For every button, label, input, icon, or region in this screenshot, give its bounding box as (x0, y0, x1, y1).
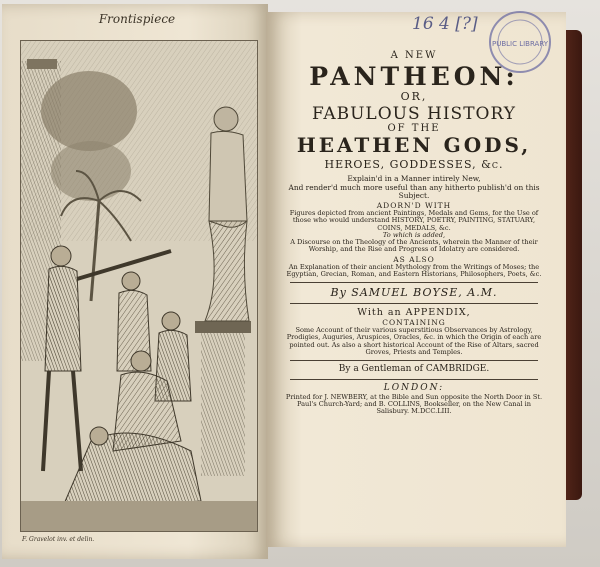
engraving-illustration (21, 41, 257, 531)
title-page-text (272, 28, 556, 416)
appendix-text: Some Account of their various superstitious Observances by Astrology, Prodigies, Auguries, Aruspices, Oracles, &c. in which the Origin of each are pointed out. As also a short historical Account of the Rise of Altars, sacred Groves, Priests and Temples. (286, 326, 542, 356)
imprint-text: Printed for J. NEWBERY, at the Bible and Sun opposite the North Door in St. Paul's Church-Yard; and B. COLLINS, Bookseller, on the New Canal in Salisbury. M.DCC.LIII. (285, 392, 543, 416)
london-line: LONDON: (383, 382, 445, 393)
gentleman-line: By a Gentleman of CAMBRIDGE. (338, 364, 490, 375)
tree-foliage-icon (41, 71, 137, 151)
figures-text: Figures depicted from ancient Paintings, Medals and Gems, for the Use of those who would understand HISTORY, POETRY, PAINTING, STATUARY, COINS, MEDALS, &c. (289, 209, 539, 232)
title-fabulous-history: FABULOUS HISTORY (312, 103, 516, 124)
rule-divider (290, 303, 538, 304)
title-pantheon: PANTHEON: (309, 62, 519, 91)
containing-label: CONTAINING (382, 317, 446, 327)
appendix-heading: With an APPENDIX, (357, 307, 471, 319)
to-which-added: To which is added, (382, 230, 446, 239)
stamp-text: PUBLIC LIBRARY (491, 40, 549, 48)
title-or: OR, (400, 89, 428, 103)
adorned-with: ADORN'D WITH (376, 200, 452, 210)
discourse-text: A Discourse on the Theology of the Ancients, wherein the Manner of their Worship, and the Rise and Progress of Idolatry are considered. (290, 238, 538, 254)
statue-pedestal-icon (201, 326, 245, 476)
title-a-new: A NEW (390, 50, 438, 61)
explaind-line-2: And render'd much more useful than any hitherto publish'd on this Subject. (288, 182, 540, 200)
rule-divider (290, 282, 538, 283)
engraver-credit: F. Gravelot inv. et delin. (22, 536, 95, 543)
rule-divider (290, 360, 538, 361)
title-of-the: OF THE (387, 123, 441, 135)
title-heathen-gods: HEATHEN GODS, (296, 133, 532, 158)
title-heroes: HEROES, GODDESSES, &c. (324, 158, 504, 172)
handwritten-inscription: 16 4 [?] (412, 14, 478, 34)
explanation-text: An Explanation of their ancient Mythology from the Writings of Moses; the Egyptian, Grecian, Roman, and Eastern Historians, Philosophers, Poets, &c. (286, 262, 542, 279)
frontispiece-engraving (20, 40, 258, 532)
as-also: AS ALSO (393, 254, 435, 264)
frontispiece-caption: Frontispiece (98, 12, 176, 26)
explaind-line-1: Explain'd in a Manner intirely New, (347, 174, 481, 184)
rule-divider (290, 379, 538, 380)
frontispiece-page (2, 4, 268, 559)
author-line: By SAMUEL BOYSE, A.M. (330, 286, 498, 300)
